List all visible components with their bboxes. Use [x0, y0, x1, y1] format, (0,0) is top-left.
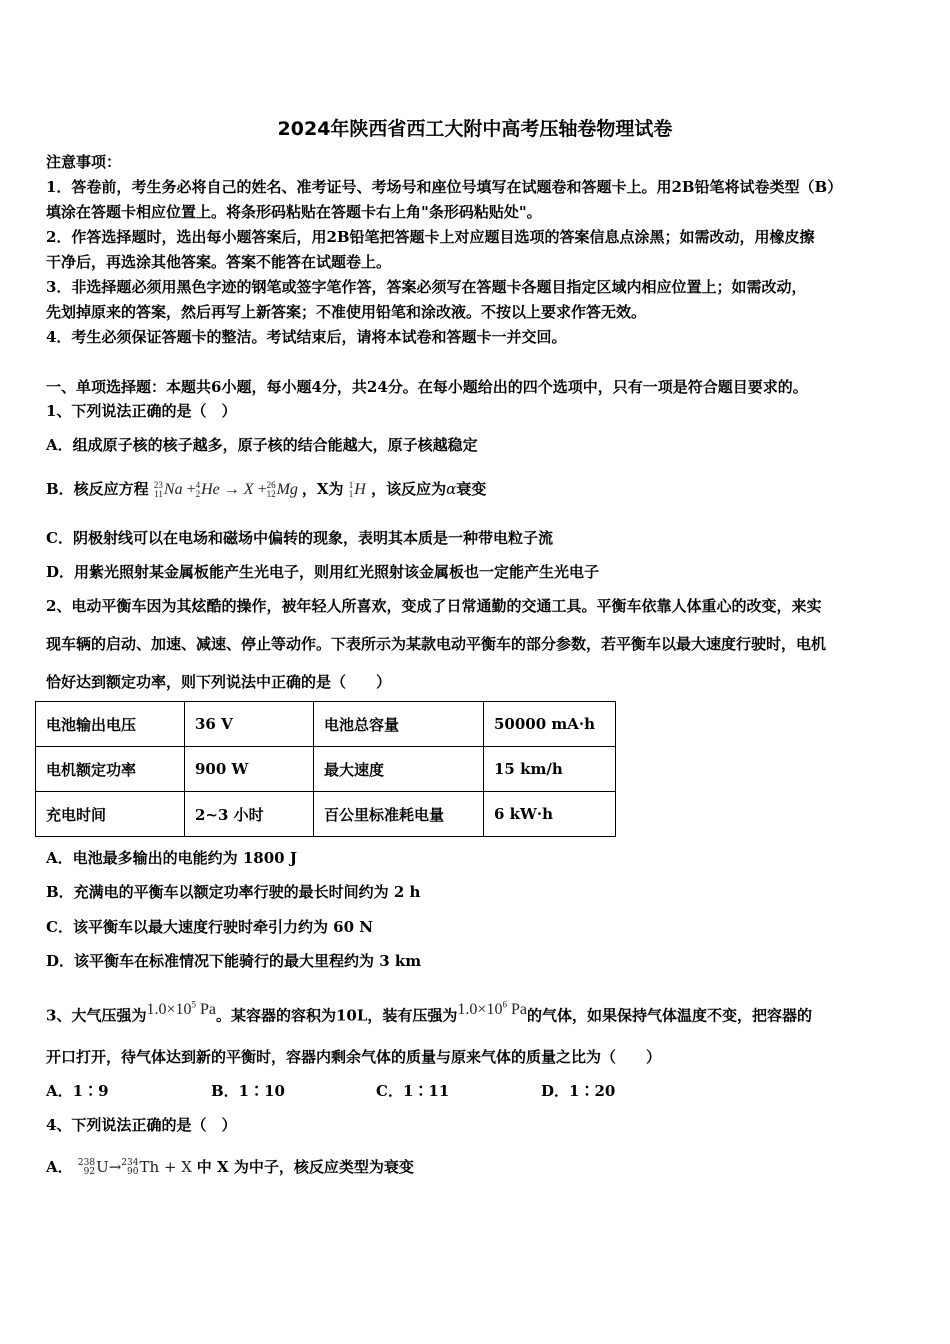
notice-heading: 注意事项： [46, 153, 122, 171]
q2-option-b: B．充满电的平衡车以额定功率行驶的最长时间约为 2 h [46, 883, 421, 901]
table-row [36, 747, 616, 792]
notice-line: 填涂在答题卡相应位置上。将条形码粘贴在答题卡右上角"条形码粘贴处"。 [46, 203, 542, 221]
table-cell: 最大速度 [314, 747, 484, 792]
notice-line: 4．考生必须保证答题卡的整洁。考试结束后，请将本试卷和答题卡一并交回。 [46, 328, 567, 346]
q3-option-b: B．1∶10 [211, 1082, 285, 1100]
table-cell: 36 V [185, 702, 314, 747]
q2-stem-line: 恰好达到额定功率，则下列说法中正确的是（ ） [46, 673, 392, 691]
q2-option-d: D．该平衡车在标准情况下能骑行的最大里程约为 3 km [46, 952, 422, 970]
notice-line: 1．答卷前，考生务必将自己的姓名、准考证号、考场号和座位号填写在试题卷和答题卡上。用2B铅笔将试卷类型（B） [46, 178, 843, 196]
table-cell: 2~3 小时 [185, 792, 314, 837]
table-cell: 充电时间 [36, 792, 185, 837]
q1-option-d: D．用紫光照射某金属板能产生光电子，则用红光照射该金属板也一定能产生光电子 [46, 563, 600, 581]
q3-option-a: A．1∶9 [46, 1082, 109, 1100]
nuclear-equation: 23 11Na +4 2He → X +26 12Mg [153, 480, 298, 500]
page-title: 2024年陕西省西工大附中高考压轴卷物理试卷 [277, 118, 673, 140]
q3-stem-line: 3、大气压强为$1.0\times 10^5$ Pa。某容器的容积为10L，装有压强为$1.0\times 10^6$ Pa的气体，如果保持气体温度不变，把容器的 [46, 1000, 812, 1025]
q3-option-d: D．1∶20 [541, 1082, 616, 1100]
q2-stem-line: 现车辆的启动、加速、减速、停止等动作。下表所示为某款电动平衡车的部分参数，若平衡车以最大速度行驶时，电机 [46, 635, 827, 653]
q4-stem: 4、下列说法正确的是（ ） [46, 1116, 237, 1134]
q1-option-b: B．核反应方程 23 11Na +4 2He → X +26 12Mg ，X为 1 1H ，该反应为α衰变 [46, 480, 487, 500]
table-row [36, 792, 616, 837]
decay-equation: 238 92U→234 90Th + X [77, 1158, 192, 1177]
table-row [36, 702, 616, 747]
q2-option-c: C．该平衡车以最大速度行驶时牵引力约为 60 N [46, 918, 373, 936]
table-cell: 900 W [185, 747, 314, 792]
notice-line: 2．作答选择题时，选出每小题答案后，用2B铅笔把答题卡上对应题目选项的答案信息点涂黑；如需改动，用橡皮擦 [46, 228, 815, 246]
u-nucleon-pair: 238 92 [77, 1158, 96, 1177]
pressure-value: $1.0\times 10^6$ Pa [457, 1000, 527, 1019]
table-cell: 电机额定功率 [36, 747, 185, 792]
pressure-value: $1.0\times 10^5$ Pa [146, 1000, 216, 1019]
table-cell: 电池输出电压 [36, 702, 185, 747]
table-cell: 50000 mA·h [484, 702, 616, 747]
table-cell: 百公里标准耗电量 [314, 792, 484, 837]
notice-line: 先划掉原来的答案，然后再写上新答案；不准使用铅笔和涂改液。不按以上要求作答无效。 [46, 303, 647, 321]
table-cell: 电池总容量 [314, 702, 484, 747]
na-nucleon-pair: 23 11 [153, 480, 163, 500]
q1-option-c: C．阴极射线可以在电场和磁场中偏转的现象，表明其本质是一种带电粒子流 [46, 529, 553, 547]
q1-option-a: A．组成原子核的核子越多，原子核的结合能越大，原子核越稳定 [46, 436, 478, 454]
table-cell: 15 km/h [484, 747, 616, 792]
mg-nucleon-pair: 26 12 [266, 480, 276, 500]
parameter-table [35, 701, 616, 837]
hydrogen-symbol: 1 1H [348, 480, 366, 500]
q3-option-c: C．1∶11 [376, 1082, 450, 1100]
q2-option-a: A．电池最多输出的电能约为 1800 J [46, 849, 297, 867]
notice-line: 3．非选择题必须用黑色字迹的钢笔或签字笔作答，答案必须写在答题卡各题目指定区域内相应位置上；如需改动， [46, 278, 807, 296]
th-nucleon-pair: 234 90 [121, 1158, 139, 1177]
table-cell: 6 kW·h [484, 792, 616, 837]
notice-line: 干净后，再选涂其他答案。答案不能答在试题卷上。 [46, 253, 392, 271]
q4-option-a: A． 238 92U→234 90Th + X 中 X 为中子，核反应类型为衰变 [46, 1158, 414, 1177]
q2-stem-line: 2、电动平衡车因为其炫酷的操作，被年轻人所喜欢，变成了日常通勤的交通工具。平衡车依靠人体重心的改变，来实 [46, 597, 822, 615]
he-nucleon-pair: 4 2 [195, 480, 201, 500]
section-heading: 一、单项选择题：本题共6小题，每小题4分，共24分。在每小题给出的四个选项中，只有一项是符合题目要求的。 [46, 378, 808, 396]
q3-stem-line: 开口打开，待气体达到新的平衡时，容器内剩余气体的质量与原来气体的质量之比为（ ） [46, 1048, 662, 1066]
q1-b-prefix: B．核反应方程 [46, 480, 149, 498]
q1-stem: 1、下列说法正确的是（ ） [46, 402, 237, 420]
